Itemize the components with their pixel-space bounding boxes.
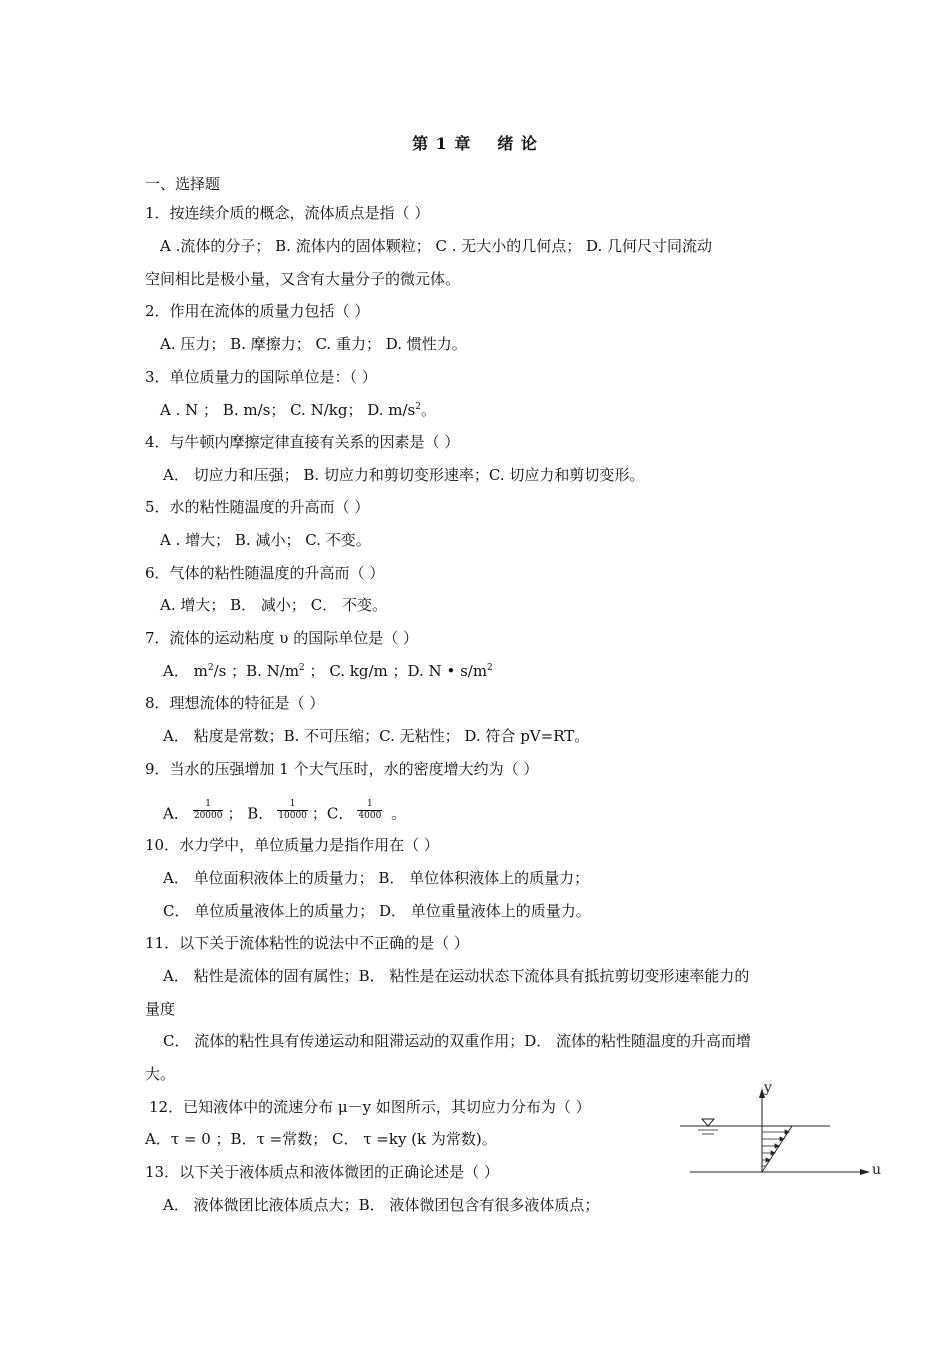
fraction-a-numerator: 1 bbox=[193, 799, 224, 811]
question-7-options bbox=[163, 661, 493, 681]
question-11-stem: 11．以下关于流体粘性的说法中不正确的是（ ） bbox=[145, 934, 469, 952]
question-3-options-text: A . N ； B. m/s； C. N/kg； D. m/s bbox=[160, 401, 416, 419]
chapter-name: 绪 论 bbox=[497, 134, 538, 153]
question-11-options-ab: A． 粘性是流体的固有属性；B． 粘性是在运动状态下流体具有抵抗剪切变形速率能力的 bbox=[163, 967, 750, 985]
question-12-stem: 12．已知液体中的流速分布 μ－y 如图所示，其切应力分布为（ ） bbox=[149, 1098, 591, 1116]
fraction-b-numerator: 1 bbox=[277, 799, 308, 811]
question-5-stem: 5．水的粘性随温度的升高而（ ） bbox=[145, 498, 370, 516]
question-7-sup-d: 2 bbox=[487, 663, 493, 673]
chapter-number: 第 1 章 bbox=[412, 134, 472, 153]
fraction-c-numerator: 1 bbox=[357, 799, 382, 811]
fraction-c bbox=[357, 799, 382, 822]
question-5-options: A . 增大； B. 减小； C. 不变。 bbox=[160, 531, 371, 549]
question-6-stem: 6．气体的粘性随温度的升高而（ ） bbox=[145, 564, 385, 582]
fraction-b-denominator: 10000 bbox=[278, 811, 307, 821]
question-1-stem: 1．按连续介质的概念，流体质点是指（ ） bbox=[145, 204, 430, 222]
question-7-option-a: A． m bbox=[163, 662, 208, 680]
question-1-options-cont: 空间相比是极小量，又含有大量分子的微元体。 bbox=[145, 270, 461, 288]
section-heading: 一、选择题 bbox=[145, 175, 221, 193]
question-10-options-ab: A． 单位面积液体上的质量力； B． 单位体积液体上的质量力； bbox=[163, 869, 590, 887]
question-3-superscript: 2 bbox=[415, 402, 421, 412]
question-9-option-b-label: ； B． bbox=[227, 804, 274, 823]
question-13-stem: 13．以下关于液体质点和液体微团的正确论述是（ ） bbox=[145, 1163, 499, 1181]
question-7-option-cd: ； C. kg/m ；D. N • s/m bbox=[304, 662, 488, 680]
question-3-options-end: 。 bbox=[420, 401, 436, 419]
question-7-sup-b: 2 bbox=[299, 663, 305, 673]
question-12-options: A．τ = 0 ；B．τ =常数； C． τ =ky (k 为常数)。 bbox=[145, 1130, 497, 1148]
chapter-title bbox=[0, 131, 950, 154]
question-11-options-cd: C． 流体的粘性具有传递运动和阻滞运动的双重作用；D． 流体的粘性随温度的升高而增 bbox=[163, 1032, 752, 1050]
fraction-a bbox=[193, 799, 224, 822]
question-10-options-cd: C． 单位质量液体上的质量力； D． 单位重量液体上的质量力。 bbox=[163, 902, 591, 920]
y-axis-label: y bbox=[764, 1080, 772, 1096]
question-2-stem: 2．作用在流体的质量力包括（ ） bbox=[145, 302, 370, 320]
question-8-options: A． 粘度是常数；B. 不可压缩；C. 无粘性； D. 符合 pV=RT。 bbox=[163, 727, 590, 745]
free-surface-symbol bbox=[702, 1119, 714, 1126]
question-11-options-ab-cont: 量度 bbox=[145, 1000, 176, 1018]
question-4-stem: 4．与牛顿内摩擦定律直接有关系的因素是（ ） bbox=[145, 433, 460, 451]
question-2-options: A. 压力； B. 摩擦力； C. 重力； D. 惯性力。 bbox=[160, 335, 467, 353]
question-9-options bbox=[163, 799, 407, 826]
question-4-options: A． 切应力和压强； B. 切应力和剪切变形速率；C. 切应力和剪切变形。 bbox=[163, 466, 645, 484]
u-axis-arrowhead bbox=[860, 1169, 870, 1175]
velocity-distribution-diagram bbox=[678, 1076, 888, 1186]
u-axis-label: u bbox=[872, 1162, 882, 1178]
question-3-stem: 3．单位质量力的国际单位是：（ ） bbox=[145, 368, 377, 386]
question-9-option-a-label: A． bbox=[163, 804, 189, 823]
question-9-stem: 9．当水的压强增加 1 个大气压时，水的密度增大约为（ ） bbox=[145, 760, 539, 778]
question-13-options: A． 液体微团比液体质点大；B． 液体微团包含有很多液体质点； bbox=[163, 1196, 600, 1214]
question-6-options: A. 增大； B． 减小； C． 不变。 bbox=[160, 596, 387, 614]
question-1-options: A .流体的分子； B. 流体内的固体颗粒； C . 无大小的几何点； D. 几何尺寸同流动 bbox=[160, 237, 713, 255]
velocity-arrows bbox=[762, 1130, 789, 1166]
question-9-option-c-label: ；C． bbox=[311, 804, 354, 823]
question-3-options bbox=[160, 400, 436, 420]
fraction-c-denominator: 4000 bbox=[358, 811, 382, 821]
question-8-stem: 8．理想流体的特征是（ ） bbox=[145, 694, 325, 712]
question-9-end: 。 bbox=[391, 804, 407, 823]
question-7-option-b: /s ；B. N/m bbox=[213, 662, 300, 680]
question-10-stem: 10．水力学中，单位质量力是指作用在（ ） bbox=[145, 836, 439, 854]
question-7-sup-a: 2 bbox=[207, 663, 214, 673]
fraction-a-denominator: 20000 bbox=[193, 811, 223, 821]
question-11-options-cd-cont: 大。 bbox=[145, 1065, 176, 1083]
fraction-b bbox=[277, 799, 308, 822]
question-7-stem: 7．流体的运动粘度 υ 的国际单位是（ ） bbox=[145, 629, 418, 647]
